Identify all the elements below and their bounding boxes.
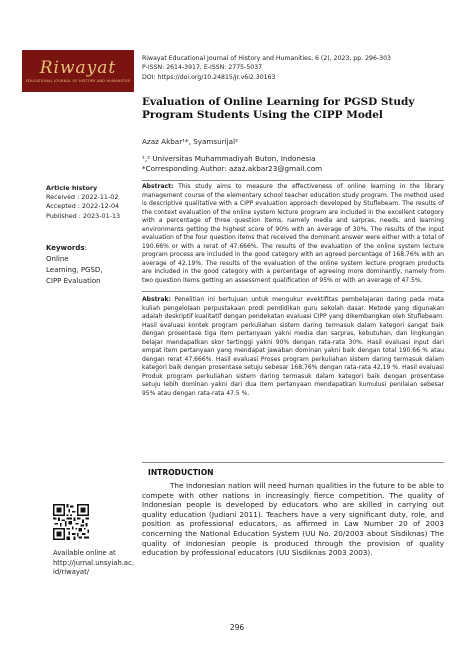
page-number: 296 (229, 623, 245, 632)
logo-subtitle: EDUCATIONAL JOURNAL OF HISTORY AND HUMANITIES (25, 79, 131, 83)
paper-title: Evaluation of Online Learning for PGSD Study Program Students Using the CIPP Model (142, 96, 415, 121)
accepted-date: Accepted : 2022-12-04 (46, 202, 120, 211)
abstract-indonesian (142, 296, 444, 399)
introduction-heading: INTRODUCTION (148, 468, 214, 477)
affiliation-block (142, 154, 442, 173)
qr-code-icon (53, 504, 89, 540)
abstract-heading: Abstract: (142, 183, 174, 190)
journal-url-cont[interactable]: id/riwayat/ (53, 568, 90, 576)
journal-info (142, 54, 462, 82)
divider (142, 462, 444, 463)
divider (142, 291, 444, 292)
published-date: Published : 2023-01-13 (46, 211, 121, 220)
corresponding-author[interactable]: *Corresponding Author: azaz.akbar23@gmail.com (142, 163, 323, 173)
availability (53, 549, 145, 578)
keyword-line: Online (46, 255, 69, 263)
abstrak-text: Penelitian ini bertujuan untuk mengukur evektifitas pembelajaran daring pada mata kuliah pengelolaan perpustakaan prodi pendidikan guru sekolah dasar. Metode yang digunakan adalah deskriptif kualitatif dengan pendekatan evaluasi CIPP yang dikembangkan oleh Stuflebeam. Hasil evaluasi kontek program perkuliahan sistem daring termasuk dalam kategori sangat baik dengan prosentase tiga item pertanyaan yakni media dan sarpras, kebutuhan, dan lingkungan belajar mendapatkan skor tertinggi yakni 90% dengan rata-rata 30%. Hasil evaluasi input dari empat item pertanyaan yang mendapat jawaban dominan yakni baik dengan total 190.66 % atau dengan rerat 47,666%. Hasil evaluasi Proses program perkuliahan sistem daring termasuk dalam kategori baik dengan prosentase setuju sebesar 168,76% dengan rata-rata 42,19 %. Hasil evaluasi Produk program perkuliahan sistem daring termasuk dalam kategori baik dengan prosentase setuju lebih dominan yakni dari dua item pertanyaan mendapatkan kumulusi penilaian sebesar 95% atau dengan rata-rata 47.5 %. (142, 296, 444, 398)
affiliation: ¹,² Universitas Muhammadiyah Buton, Indonesia (142, 154, 316, 163)
divider (142, 180, 444, 181)
introduction-paragraph: The Indonesian nation will need human qualities in the future to be able to compete with other nations in increasingly fierce competition. The quality of Indonesian people is developed by educators who are skilled in carrying out quality education (Judiani 2011). Teachers have a very significant duty, role, and position as professional educators, as affirmed in Law Number 20 of 2003 concerning the National Education System (UU No. 20/2003 about Sisdiknas) The quality of Indonesian people is produced through the provision of quality education by professional educators (UU Sisdiknas 2003 2003). (142, 481, 444, 558)
journal-logo (22, 50, 134, 92)
doi-line[interactable]: DOI: https://doi.org/10.24815/jr.v6i2.30163 (142, 73, 276, 81)
article-history (46, 184, 136, 221)
authors: Azaz Akbar¹*, Syamsurijal² (142, 137, 238, 146)
abstract-text: This study aims to measure the effectiveness of online learning in the library management course of the elementary school teacher education study program. The method used is descriptive qualitative with a CIPP evaluation approach developed by Stuflebeam. The results of the context evaluation of the online system lecture program are included in the excellent category with a percentage of three question items, namely media and sarpras, needs, and learning environments getting the highest score of 90% with an average of 30%. The results of the input evaluation of the four question items that received the dominant answer were either with a total of 190.66% or with a rerat of 47.666%. The results of the evaluation of the online system lecture program process are included in the good category with an agreed percentage of 168.76% with an average of 42.19%. The results of the evaluation of the online system lecture program products are included in the good category with a percentage of agreeing more dominantly, namely from two question items getting an assessment qualification of 95% or with an average of 47.5%. (142, 183, 444, 285)
journal-citation: Riwayat Educational Journal of History and Humanities, 6 (2), 2023, pp. 296-303 (142, 55, 391, 62)
introduction-body (142, 481, 444, 558)
received-date: Received : 2022-11-02 (46, 193, 119, 202)
abstract-english (142, 183, 444, 286)
logo-text: Riwayat (39, 58, 117, 78)
keyword-line: CIPP Evaluation (46, 277, 101, 285)
abstrak-heading: Abstrak: (142, 296, 172, 303)
keywords (46, 243, 136, 287)
keywords-heading: Keywords (46, 244, 85, 252)
article-history-heading: Article history (46, 184, 98, 192)
journal-url[interactable]: http://jurnal.unsyiah.ac. (53, 558, 134, 567)
keyword-line: Learning, PGSD, (46, 266, 103, 274)
issn-line: P-ISSN: 2614-3917, E-ISSN: 2775-5037 (142, 64, 263, 72)
availability-label: Available online at (53, 549, 116, 557)
keywords-colon: : (84, 244, 87, 252)
